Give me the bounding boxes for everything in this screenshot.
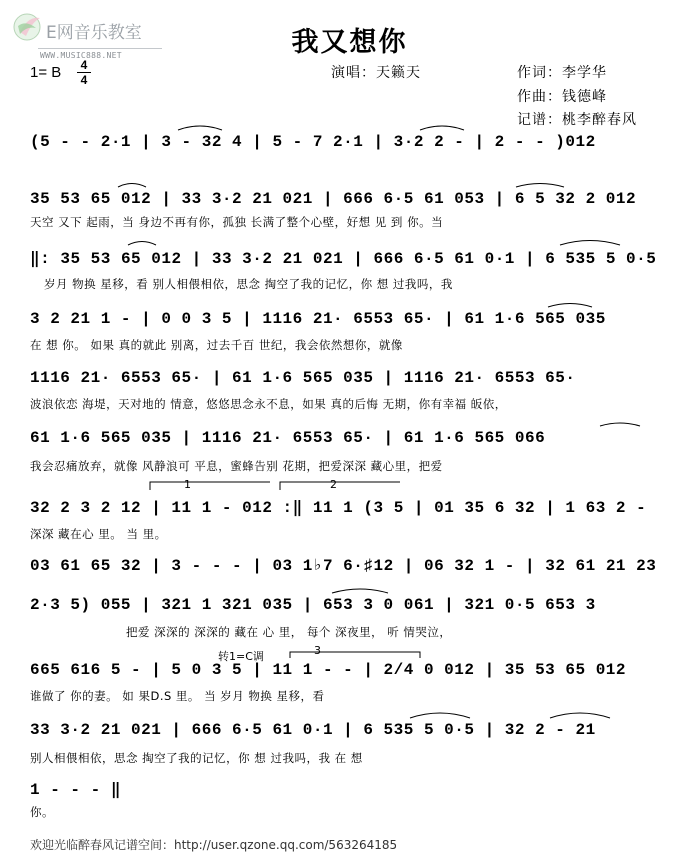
score-row-9-lyrics: 把爱 深深的 深深的 藏在 心 里， 每个 深夜里， 听 情哭泣， (126, 625, 452, 639)
time-signature-top: 4 (80, 58, 88, 72)
composer-credit: 作曲：钱德峰 (517, 89, 607, 105)
slur-mark (550, 713, 610, 718)
slur-mark (332, 589, 388, 593)
score-row-10-lyrics: 谁做了 你的妻。 如 果D.S 里。 当 岁月 物换 星移，看 (30, 689, 325, 703)
score-row-11-notes: 33 3·2 21 021 | 666 6·5 61 0·1 | 6 535 5 0·5 | 32 2 - 21 (30, 721, 596, 739)
score-row-4-notes: 3 2 21 1 - | 0 0 3 5 | 1116 21· 6553 65· | 61 1·6 565 035 (30, 310, 606, 328)
score-row-10-notes: 665 616 5 - | 5 0 3 5 | 11 1 - - | 2/4 0 012 | 35 53 65 012 (30, 661, 626, 679)
slur-mark (516, 184, 564, 188)
slur-mark (600, 423, 640, 426)
score-row-7-lyrics: 深深 藏在心 里。 当 里。 (30, 527, 167, 541)
singer-credit: 演唱：天籁天 (331, 65, 421, 81)
score-row-12-lyrics: 你。 (30, 805, 54, 819)
footer-credit: 欢迎光临醉春风记谱空间：http://user.qzone.qq.com/563264185 (30, 838, 398, 852)
score-row-7-notes: 32 2 3 2 12 | 11 1 - 012 :‖ 11 1 (3 5 | 01 35 6 32 | 1 63 2 - (30, 499, 647, 517)
score-row-9-notes: 2·3 5) 055 | 321 1 321 035 | 653 3 0 061 | 321 0·5 653 3 (30, 596, 596, 614)
slur-mark (410, 713, 470, 718)
lyricist-credit: 作词：李学华 (517, 65, 607, 81)
score-row-4-lyrics: 在 想 你。 如果 真的就此 别离，过去千百 世纪，我会依然想你，就像 (30, 338, 403, 352)
volta-1-bracket (150, 482, 270, 490)
score-row-6-lyrics: 我会忍痛放弃，就像 风静浪可 平息，蜜蜂告别 花期，把爱深深 藏心里，把爱 (30, 459, 443, 473)
slur-mark (420, 126, 464, 130)
time-signature (77, 59, 91, 86)
key-change-label: 转1=C调 (218, 650, 264, 663)
score-row-3-lyrics: 岁月 物换 星移，看 别人相偎相依，思念 掏空了我的记忆，你 想 过我吗，我 (44, 277, 453, 291)
triplet-label: 3 (314, 644, 321, 657)
slur-mark (128, 242, 156, 246)
score-row-2-lyrics: 天空 又下 起雨，当 身边不再有你，孤独 长满了整个心壁，好想 见 到 你。当 (30, 215, 444, 229)
notator-credit: 记谱：桃李醉春风 (517, 112, 637, 128)
triplet-bracket (290, 652, 420, 658)
slur-mark (548, 304, 592, 308)
score-row-2-notes: 35 53 65 012 | 33 3·2 21 021 | 666 6·5 61 053 | 6 5 32 2 012 (30, 190, 637, 208)
score-row-6-notes: 61 1·6 565 035 | 1116 21· 6553 65· | 61 1·6 565 066 (30, 429, 546, 447)
score-row-5-notes: 1116 21· 6553 65· | 61 1·6 565 035 | 1116 21· 6553 65· (30, 369, 576, 387)
score-row-1-notes: (5 - - 2·1 | 3 - 32 4 | 5 - 7 2·1 | 3·2 2 - | 2 - - )012 (30, 133, 596, 151)
logo-url: WWW.MUSIC888.NET (40, 51, 122, 60)
time-signature-bottom: 4 (80, 73, 88, 87)
logo-text: E网音乐教室 (46, 23, 142, 43)
slur-mark (118, 184, 146, 188)
slur-mark (560, 241, 620, 246)
score-row-5-lyrics: 波浪依恋 海堤，天对地的 情意，悠悠思念永不息，如果 真的后悔 无期，你有幸福 皈依， (30, 397, 507, 411)
slur-mark (178, 126, 222, 130)
score-row-8-notes: 03 61 65 32 | 3 - - - | 03 1♭7 6·♯12 | 06 32 1 - | 32 61 21 23 (30, 557, 657, 575)
key-signature: 1= B (30, 64, 62, 81)
volta-1-label: 1 (184, 478, 191, 491)
score-row-12-notes: 1 - - - ‖ (30, 781, 121, 799)
score-row-11-lyrics: 别人相偎相依，思念 掏空了我的记忆，你 想 过我吗，我 在 想 (30, 751, 363, 765)
volta-2-label: 2 (330, 478, 337, 491)
song-title: 我又想你 (291, 27, 408, 58)
volta-2-bracket (280, 482, 400, 490)
score-row-3-notes: ‖: 35 53 65 012 | 33 3·2 21 021 | 666 6·5 61 0·1 | 6 535 5 0·5 (30, 250, 657, 268)
